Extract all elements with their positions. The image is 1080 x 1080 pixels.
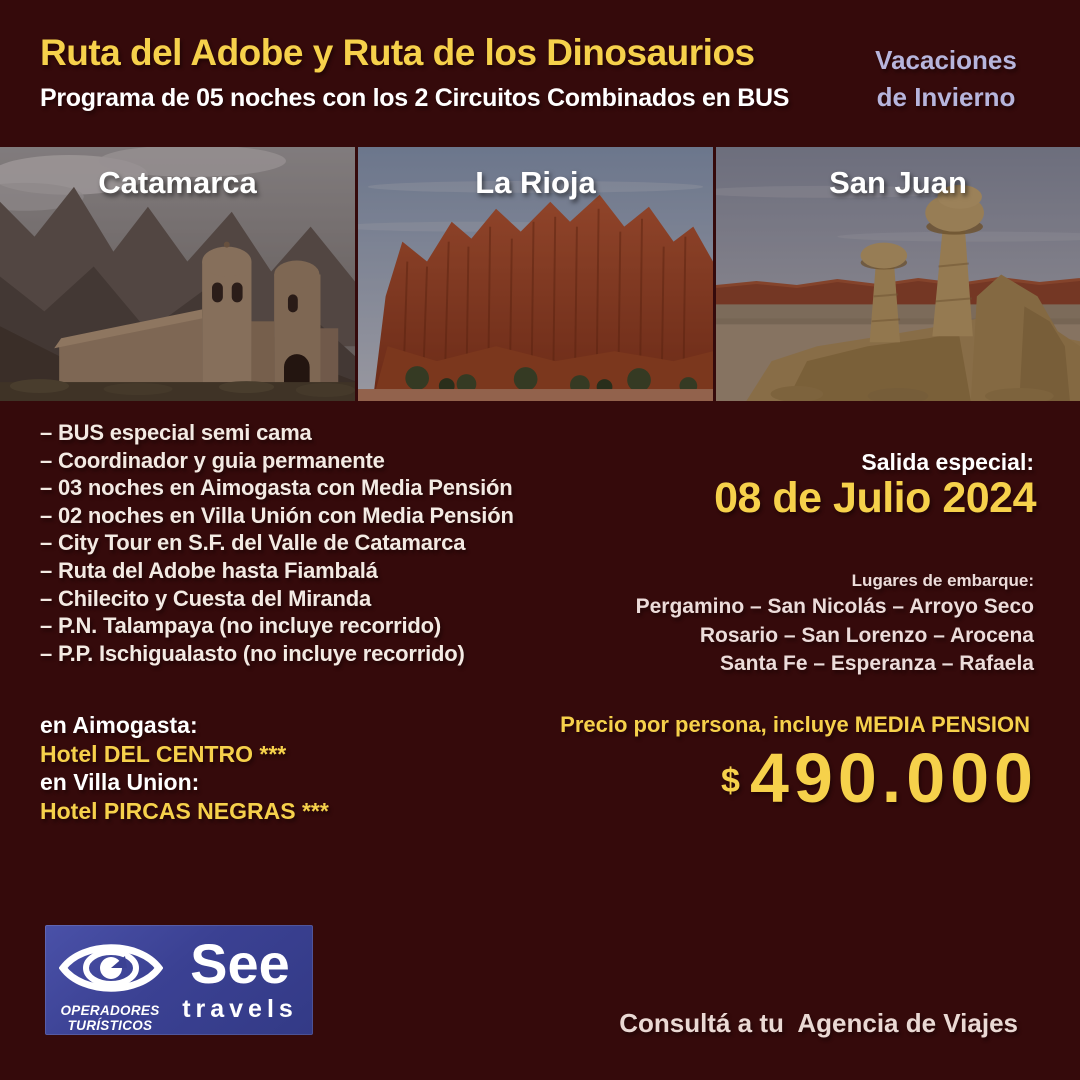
list-item: – Chilecito y Cuesta del Miranda <box>40 585 372 611</box>
page-title: Ruta del Adobe y Ruta de los Dinosaurios <box>40 32 755 73</box>
season-line1: Vacaciones <box>875 45 1017 75</box>
logo-tagline <box>49 1003 171 1033</box>
list-item: – P.N. Talampaya (no incluye recorrido) <box>40 613 441 639</box>
eye-icon <box>59 937 163 999</box>
boarding-line: Rosario – San Lorenzo – Arocena <box>699 623 1034 647</box>
logo-brand-bottom: travels <box>182 995 298 1023</box>
photo-label-san-juan: San Juan <box>829 165 967 200</box>
price-amount <box>721 738 1038 818</box>
currency-symbol: $ <box>721 762 740 800</box>
includes-list <box>40 419 514 667</box>
list-item: – Coordinador y guia permanente <box>40 447 385 473</box>
hotel-name: Hotel DEL CENTRO *** <box>40 740 287 767</box>
list-item: – City Tour en S.F. del Valle de Catamarca <box>40 530 466 556</box>
photo-label-catamarca: Catamarca <box>98 165 257 200</box>
hotel-name: Hotel PIRCAS NEGRAS *** <box>40 798 329 825</box>
hotel-city: en Villa Union: <box>40 769 200 796</box>
tagline-line2: TURÍSTICOS <box>67 1018 153 1033</box>
cta-text: Consultá a tu Agencia de Viajes <box>619 1008 1018 1038</box>
photo-label-la-rioja: La Rioja <box>475 165 596 200</box>
photo-san-juan <box>716 147 1080 401</box>
list-item: – Ruta del Adobe hasta Fiambalá <box>40 557 378 583</box>
boarding-line: Pergamino – San Nicolás – Arroyo Seco <box>635 595 1034 618</box>
departure-date: 08 de Julio 2024 <box>714 474 1036 522</box>
photo-la-rioja <box>358 147 713 401</box>
season-badge <box>856 42 1036 116</box>
boarding-label: Lugares de embarque: <box>851 571 1034 590</box>
tagline-line1: OPERADORES <box>60 1003 160 1018</box>
logo-brand-top: See <box>190 932 290 995</box>
photo-strip <box>0 147 1080 401</box>
boarding-line: Santa Fe – Esperanza – Rafaela <box>720 652 1034 675</box>
boarding-list <box>636 593 1034 679</box>
list-item: – P.P. Ischigualasto (no incluye recorrido) <box>40 640 465 666</box>
page-subtitle: Programa de 05 noches con los 2 Circuitos Combinados en BUS <box>40 84 790 112</box>
price-label: Precio por persona, incluye MEDIA PENSION <box>560 712 1030 737</box>
departure-label: Salida especial: <box>861 449 1034 475</box>
hotel-city: en Aimogasta: <box>40 712 198 738</box>
list-item: – BUS especial semi cama <box>40 420 312 445</box>
list-item: – 03 noches en Aimogasta con Media Pensión <box>40 475 513 501</box>
hotels-block <box>40 711 329 826</box>
agency-logo <box>45 925 313 1035</box>
season-line2: de Invierno <box>876 82 1016 112</box>
list-item: – 02 noches en Villa Unión con Media Pensión <box>40 502 514 528</box>
amount-value: 490.000 <box>749 739 1038 817</box>
photo-catamarca <box>0 147 355 401</box>
